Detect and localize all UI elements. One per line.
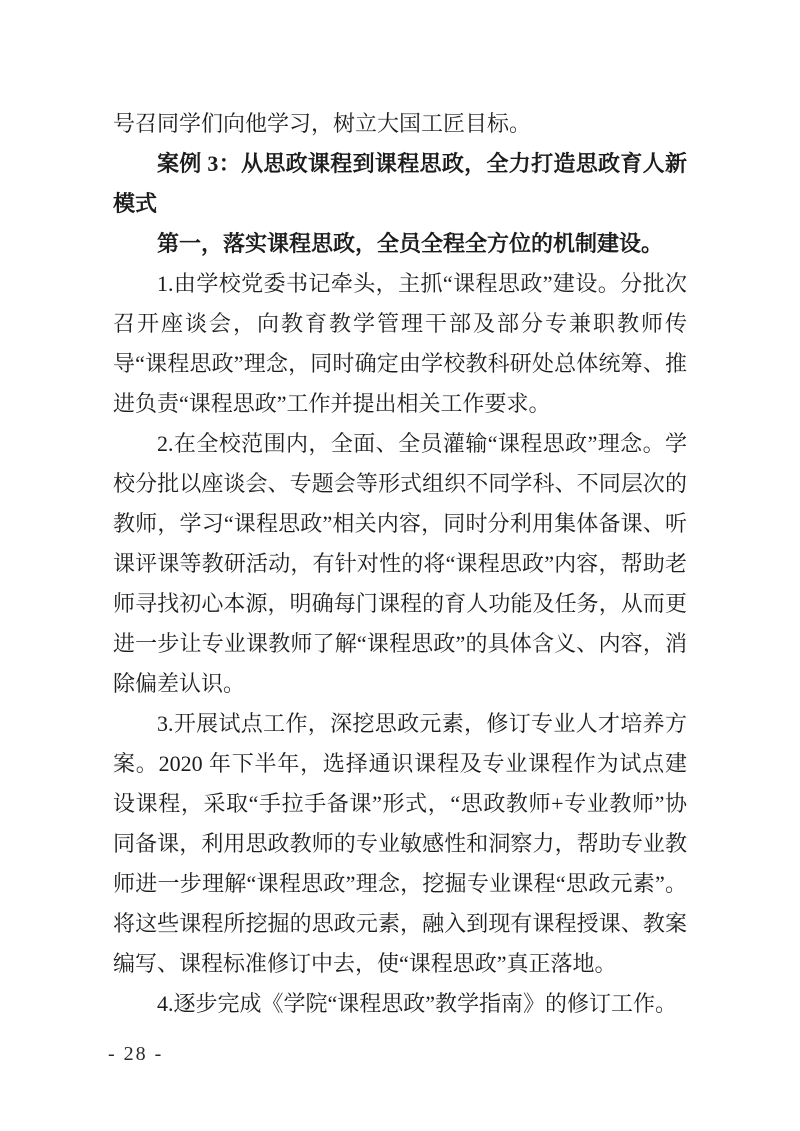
body-paragraph: 2.在全校范围内，全面、全员灌输“课程思政”理念。学校分批以座谈会、专题会等形式组织不同学科、不同层次的教师，学习“课程思政”相关内容，同时分利用集体备课、听课评课等教研活动，有针对性的将“课程思政”内容，帮助老师寻找初心本源，明确每门课程的育人功能及任务，从而更进一步让专业课教师了解“课程思政”的具体含义、内容，消除偏差认识。 [113,431,687,696]
body-paragraph: 4.逐步完成《学院“课程思政”教学指南》的修订工作。 [157,991,678,1016]
body-paragraph: 号召同学们向他学习，树立大国工匠目标。 [113,111,532,136]
body-paragraph: 1.由学校党委书记牵头，主抓“课程思政”建设。分批次召开座谈会，向教育教学管理干部及部分专兼职教师传导“课程思政”理念，同时确定由学校教科研处总体统筹、推进负责“课程思政”工作并提出相关工作要求。 [113,271,687,416]
body-paragraph: 3.开展试点工作，深挖思政元素，修订专业人才培养方案。2020 年下半年，选择通识课程及专业课程作为试点建设课程，采取“手拉手备课”形式，“思政教师+专业教师”协同备课，利用思政教师的专业敏感性和洞察力，帮助专业教师进一步理解“课程思政”理念，挖掘专业课程“思政元素”。将这些课程所挖掘的思政元素，融入到现有课程授课、教案编写、课程标准修订中去，使“课程思政”真正落地。 [113,711,687,976]
page-number: - 28 - [108,1043,164,1065]
document-body [113,104,687,1024]
heading-paragraph: 案例 3：从思政课程到课程思政，全力打造思政育人新模式 [113,151,687,216]
heading-paragraph: 第一，落实课程思政，全员全程全方位的机制建设。 [157,231,664,256]
